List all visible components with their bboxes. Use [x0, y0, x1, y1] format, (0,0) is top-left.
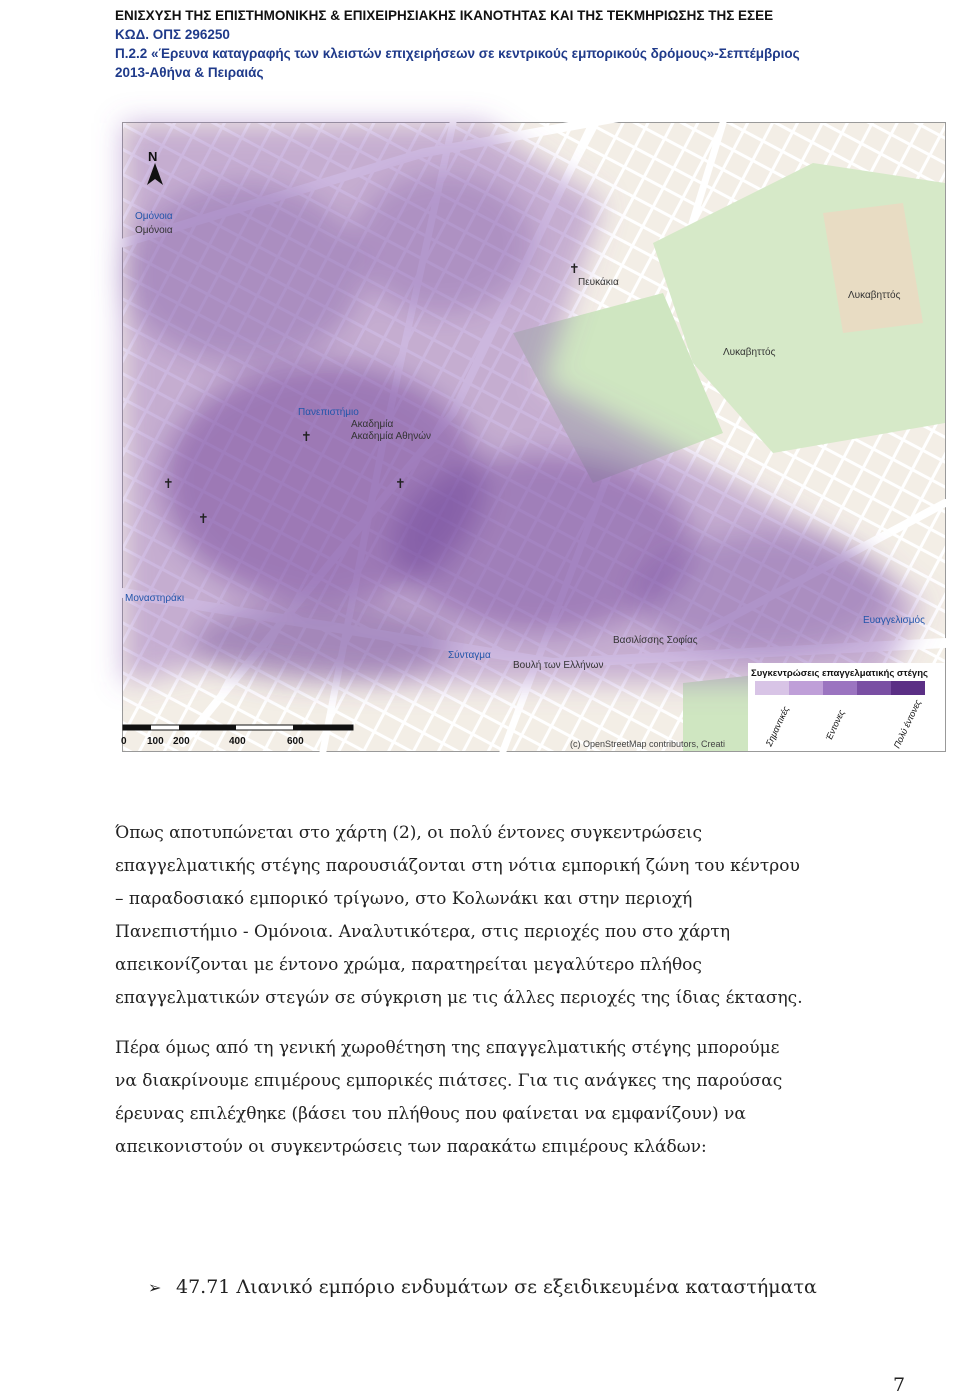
legend-swatch — [857, 681, 891, 695]
label-lykavittos: Λυκαβηττός — [848, 290, 901, 301]
label-panepistimio: Πανεπιστήμιο — [298, 407, 359, 418]
legend-label: Έντονες — [823, 708, 847, 742]
paragraph-1 — [115, 817, 907, 1015]
paragraph-line: – παραδοσιακό εμπορικό τρίγωνο, στο Κολωνάκι και στην περιοχή — [115, 889, 693, 909]
church-icon: ✝ — [569, 262, 580, 277]
church-icon: ✝ — [198, 512, 209, 527]
label-omonoia: Ομόνοια — [135, 211, 173, 222]
paragraph-line: Πέρα όμως από τη γενική χωροθέτηση της επαγγελματικής στέγης μπορούμε — [115, 1038, 780, 1058]
scale-label: 400 — [229, 736, 246, 747]
map-legend — [748, 663, 945, 751]
legend-label: Σημαντικές — [763, 704, 791, 748]
label-vas-sofias: Βασιλίσσης Σοφίας — [613, 635, 698, 646]
label-akadimia-athinon: Ακαδημία Αθηνών — [351, 431, 432, 442]
paragraph-line: απεικονίζονται με έντονο χρώμα, παρατηρείται μεγαλύτερο πλήθος — [115, 955, 702, 975]
scale-label: 200 — [173, 736, 190, 747]
label-evangelismos: Ευαγγελισμός — [863, 615, 925, 626]
label-akadimia: Ακαδημία — [351, 419, 394, 430]
paragraph-line: Όπως αποτυπώνεται στο χάρτη (2), οι πολύ έντονες συγκεντρώσεις — [115, 823, 703, 843]
bullet-text: 47.71 Λιανικό εμπόριο ενδυμάτων σε εξειδικευμένα καταστήματα — [176, 1276, 817, 1298]
scale-label: 600 — [287, 736, 304, 747]
scale-label: 100 — [147, 736, 164, 747]
bullet-item — [148, 1276, 817, 1298]
arrow-bullet-icon: ➢ — [148, 1278, 162, 1297]
heatmap-map — [122, 122, 946, 752]
label-lykavittos-2: Λυκαβηττός — [723, 347, 776, 358]
scale-label: 0 — [121, 736, 127, 747]
document-header — [115, 6, 915, 82]
legend-label: Πολύ έντονες — [891, 698, 923, 750]
label-omonoia-2: Ομόνοια — [135, 225, 173, 236]
page-number: 7 — [893, 1374, 906, 1396]
legend-swatch — [789, 681, 823, 695]
church-icon: ✝ — [395, 477, 406, 492]
header-project: Π.2.2 «Έρευνα καταγραφής των κλειστών επιχειρήσεων σε κεντρικούς εμπορικούς δρόμους»-Σεπτέμβριος — [115, 46, 800, 61]
paragraph-line: έρευνας επιλέχθηκε (βάσει του πλήθους που φαίνεται να εμφανίζουν) να — [115, 1104, 746, 1124]
map-attribution: (c) OpenStreetMap contributors, Creati — [570, 739, 726, 749]
header-title: ΕΝΙΣΧΥΣΗ ΤΗΣ ΕΠΙΣΤΗΜΟΝΙΚΗΣ & ΕΠΙΧΕΙΡΗΣΙΑΚΗΣ ΙΚΑΝΟΤΗΤΑΣ ΚΑΙ ΤΗΣ ΤΕΚΜΗΡΙΩΣΗΣ ΤΗΣ ΕΣΕΕ — [115, 8, 774, 23]
church-icon: ✝ — [163, 477, 174, 492]
north-label: N — [148, 149, 158, 164]
label-vouli: Βουλή των Ελλήνων — [513, 660, 604, 671]
legend-swatch — [891, 681, 925, 695]
paragraph-line: επαγγελματικών στεγών σε σύγκριση με τις άλλες περιοχές της ίδιας έκτασης. — [115, 988, 803, 1008]
church-icon: ✝ — [301, 430, 312, 445]
paragraph-line: επαγγελματικής στέγης παρουσιάζονται στη νότια εμπορική ζώνη του κέντρου — [115, 856, 800, 876]
paragraph-2 — [115, 1032, 907, 1164]
legend-title: Συγκεντρώσεις επαγγελματικής στέγης — [751, 668, 928, 679]
label-peykakia: Πευκάκια — [578, 277, 619, 288]
legend-swatch — [755, 681, 789, 695]
label-monastiraki: Μοναστηράκι — [125, 593, 185, 604]
paragraph-line: να διακρίνουμε επιμέρους εμπορικές πιάτσες. Για τις ανάγκες της παρούσας — [115, 1071, 783, 1091]
header-project-date: 2013-Αθήνα & Πειραιάς — [115, 65, 264, 80]
paragraph-line: Πανεπιστήμιο - Ομόνοια. Αναλυτικότερα, στις περιοχές που στο χάρτη — [115, 922, 731, 942]
header-code: ΚΩΔ. ΟΠΣ 296250 — [115, 27, 230, 42]
paragraph-line: απεικονιστούν οι συγκεντρώσεις των παρακάτω επιμέρους κλάδων: — [115, 1137, 707, 1157]
legend-swatch — [823, 681, 857, 695]
label-syntagma: Σύνταγμα — [448, 650, 491, 661]
